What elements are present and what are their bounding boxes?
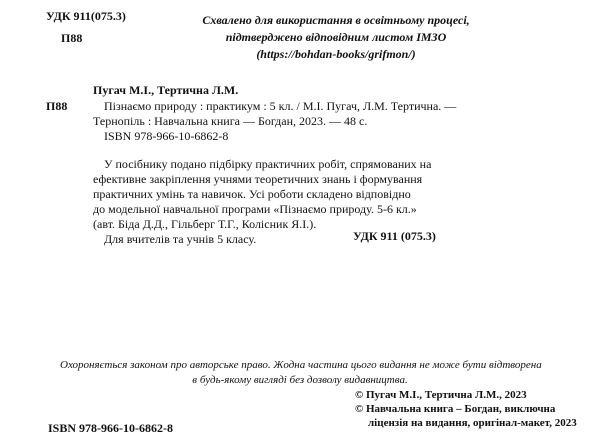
udk-code-top: УДК 911(075.3) — [46, 9, 126, 23]
copyright-block — [355, 388, 577, 430]
udk-code-mid: УДК 911 (075.3) — [353, 229, 436, 243]
approval-line-3: (https://bohdan-books/grifmon/) — [256, 47, 416, 61]
author-mark-main: П88 — [46, 99, 68, 113]
abstract-line-1: У посібнику подано підбірку практичних робіт, спрямованих на — [104, 157, 432, 171]
biblio-line-1: Пізнаємо природу : практикум : 5 кл. / М.І. Пугач, Л.М. Тертична. — — [104, 99, 457, 113]
isbn-bottom: ISBN 978-966-10-6862-8 — [48, 421, 173, 435]
copyright-notice-line-2: в будь-якому вигляді без дозволу видавництва. — [192, 374, 408, 386]
approval-line-2: підтверджено відповідним листом ІМЗО — [225, 30, 447, 44]
copyright-authors: © Пугач М.І., Тертична Л.М., 2023 — [355, 389, 527, 401]
abstract-line-5: (авт. Біда Д.Д., Гільберг Т.Г., Колісник Я.І.). — [93, 217, 317, 231]
biblio-line-2: Тернопіль : Навчальна книга — Богдан, 2023. — 48 с. — [93, 114, 368, 128]
copyright-notice — [60, 358, 540, 388]
abstract-line-3: практичних умінь та навичок. Усі роботи складено відповідно — [93, 187, 411, 201]
abstract-audience: Для вчителів та учнів 5 класу. — [104, 232, 257, 246]
copyright-license: ліцензія на видання, оригінал-макет, 2023 — [368, 417, 577, 429]
approval-notice — [150, 12, 522, 63]
abstract-line-2: ефективне закріплення учнями теоретичних знань і формування — [93, 172, 423, 186]
copyright-publisher: © Навчальна книга – Богдан, виключна — [355, 403, 556, 415]
authors-heading: Пугач М.І., Тертична Л.М. — [93, 83, 239, 97]
author-mark-top: П88 — [61, 31, 83, 45]
copyright-notice-line-1: Охороняється законом про авторське право. Жодна частина цього видання не може бути відтворена — [60, 359, 542, 371]
approval-line-1: Схвалено для використання в освітньому процесі, — [202, 13, 470, 27]
biblio-isbn: ISBN 978-966-10-6862-8 — [104, 129, 229, 143]
abstract-line-4: до модельної навчальної програми «Пізнаємо природу. 5-6 кл.» — [93, 202, 417, 216]
bibliographic-entry — [93, 99, 456, 144]
